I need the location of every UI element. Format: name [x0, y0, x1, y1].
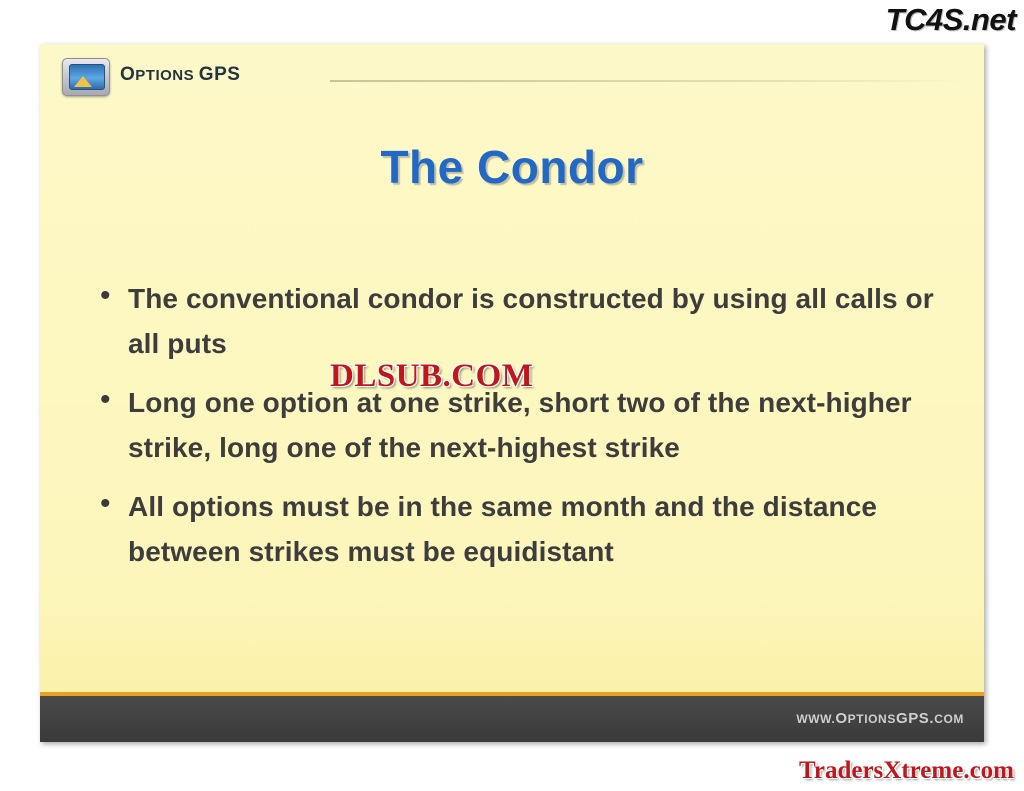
footer-url-com: COM [934, 712, 964, 726]
tradersxtreme-watermark: TradersXtreme.com [799, 757, 1014, 784]
brand-name-text: O [120, 64, 136, 85]
brand-name-gps: GPS [198, 64, 241, 85]
footer-url-rest: PTIONS [847, 712, 896, 726]
bullet-list [92, 276, 952, 588]
list-item [92, 484, 952, 574]
dlsub-watermark: DLSUB.COM [330, 358, 534, 394]
footer-url-dot: . [929, 710, 935, 727]
slide-footer [40, 692, 984, 742]
bullet-text: All options must be in the same month and the distance between strikes must be equidistant [128, 491, 878, 567]
picture-monitor-icon [69, 64, 105, 90]
bullet-text: The conventional condor is constructed by using all calls or all puts [128, 283, 934, 359]
header-divider [330, 80, 966, 82]
footer-url-gps: GPS [895, 710, 930, 727]
brand-name [120, 64, 240, 86]
brand-name-rest: PTIONS [135, 67, 199, 84]
bullet-marker: • [100, 383, 111, 416]
slide-header [40, 44, 984, 104]
footer-url-prefix: WWW. [796, 712, 836, 726]
tc4s-watermark: TC4S.net [885, 2, 1016, 37]
options-gps-logo-icon [62, 58, 110, 96]
page-title: The Condor [380, 141, 644, 193]
bullet-marker: • [100, 279, 111, 312]
footer-website-url [796, 710, 964, 727]
footer-url-main: O [835, 710, 848, 727]
bullet-text: Long one option at one strike, short two of the next-higher strike, long one of the next-highest strike [128, 387, 912, 463]
list-item [92, 276, 952, 366]
bullet-marker: • [100, 487, 111, 520]
